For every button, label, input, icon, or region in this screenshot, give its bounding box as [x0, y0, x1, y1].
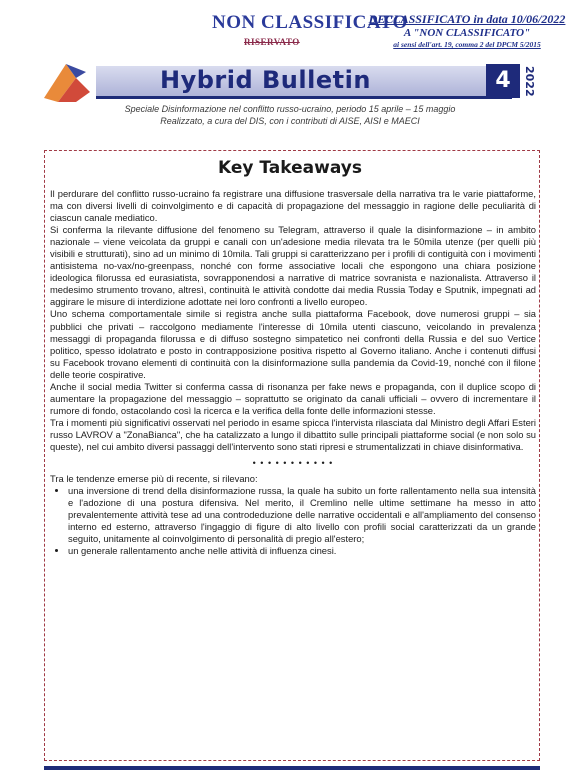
bulletin-year: 2022 [523, 66, 536, 97]
paragraph: Tra i momenti più significativi osservati nel periodo in esame spicca l'intervista rilasciata dal Ministro degli Affari Esteri russo LAVROV a "ZonaBianca", che ha catalizzato a lungo il dibattito sulle principali piattaforme social (e non solo su queste), nel cui ambito diversi passaggi dell'intervento sono stati ripresi e strumentalizzati in chiave disinformativa. [50, 416, 536, 452]
paragraph: Si conferma la rilevante diffusione del fenomeno su Telegram, attraverso il quale la disinformazione – in ambito nazionale – viene veicolata da gruppi e canali con un'adesione media rilevata tra le 50mila utenze (per quelli più visibili e strutturati), sino ad un minimo di 10mila. Tali gruppi si caratterizzano per i profili di contiguità con i movimenti antisistema no-vax/no-greenpass, nonché con forme associative locali che espongono una chiara posizione ideologica filorussa ed eurasiatista, sovrapponendosi a narrative di matrice sovranista e nazionalista. Attraverso il medesimo strumento trovano, altresì, continuità le attività condotte dai media Russia Today e Sputnik, impegnati ad aggirare le misure di interdizione adottate nei loro confronti a livello europeo. [50, 224, 536, 308]
subtitle-line-1: Speciale Disinformazione nel conflitto russo-ucraino, periodo 15 aprile – 15 maggio [124, 104, 456, 114]
bulletin-banner [0, 62, 580, 100]
footer-rule [44, 766, 540, 770]
bulletin-subtitle [100, 103, 480, 127]
list-item: • un generale rallentamento anche nelle attività di influenza cinesi. [68, 545, 536, 557]
bulletin-logo-icon [36, 58, 98, 104]
paragraph: Il perdurare del conflitto russo-ucraino fa registrare una diffusione trasversale della narrativa tra le varie piattaforme, ma con diversi livelli di coinvolgimento e di capacità di propagazione del messaggio in ragione delle peculiarità di ciascun canale mediatico. [50, 188, 536, 224]
trends-list [50, 485, 536, 557]
list-item: • una inversione di trend della disinformazione russa, la quale ha subito un forte rallentamento nella sua intensità e l'adozione di una postura difensiva. Nel merito, il Cremlino nelle ultime settimane ha messo in atto prevalentemente attività tese ad una controdeduzione delle narrative occidentali e all'ampliamento del consenso interno ed esterno, attraverso l'ingaggio di figure di alto livello con profili social caratterizzati da un grande seguito, unitamente al coinvolgimento di personalità di pregio all'estero; [68, 485, 536, 545]
classification-stamp: NON CLASSIFICATO [212, 12, 408, 33]
trends-intro: Tra le tendenze emerse più di recente, si rilevano: [50, 473, 258, 485]
declass-line-1: DECLASSIFICATO in data 10/06/2022 [368, 12, 566, 26]
declass-line-3: ai sensi dell'art. 19, comma 2 del DPCM 5/2015 [393, 40, 541, 49]
key-takeaways-title: Key Takeaways [218, 158, 362, 178]
declass-line-2: A "NON CLASSIFICATO" [403, 27, 531, 39]
paragraph: Uno schema comportamentale simile si registra anche sulla piattaforma Facebook, dove numerosi gruppi – sia pubblici che privati – raccolgono mediamente l'interesse di 10mila utenti ciascuno, veicolando in prevalenza messaggi di propaganda filorussa e di diffuso sostegno simpatetico nei confronti della Russia e del suo Vertice politico, spesso idolatrato e posto in contrapposizione positiva rispetto al Governo italiano. Anche i contenuti diffusi su Facebook trovano elementi di continuità con la disinformazione sulla pandemia da Covid-19, nonché con il filone delle teorie cospirative. [50, 308, 536, 380]
paragraph: Anche il social media Twitter si conferma cassa di risonanza per fake news e propaganda, con il duplice scopo di aumentare la propagazione del messaggio – soprattutto se originato da canali ufficiali – ovvero di incrementare il rumore di fondo, ostacolando così la ricerca e la verifica della fonte delle informazioni stesse. [50, 380, 536, 416]
key-takeaways-body [50, 188, 536, 557]
declassification-stamp [362, 12, 572, 49]
struck-classification: RISERVATO [244, 37, 300, 47]
issue-number: 4 [486, 64, 520, 98]
bulletin-title: Hybrid Bulletin [160, 66, 371, 94]
section-separator: • • • • • • • • • • • [252, 458, 334, 469]
subtitle-line-2: Realizzato, a cura del DIS, con i contributi di AISE, AISI e MAECI [160, 116, 420, 126]
